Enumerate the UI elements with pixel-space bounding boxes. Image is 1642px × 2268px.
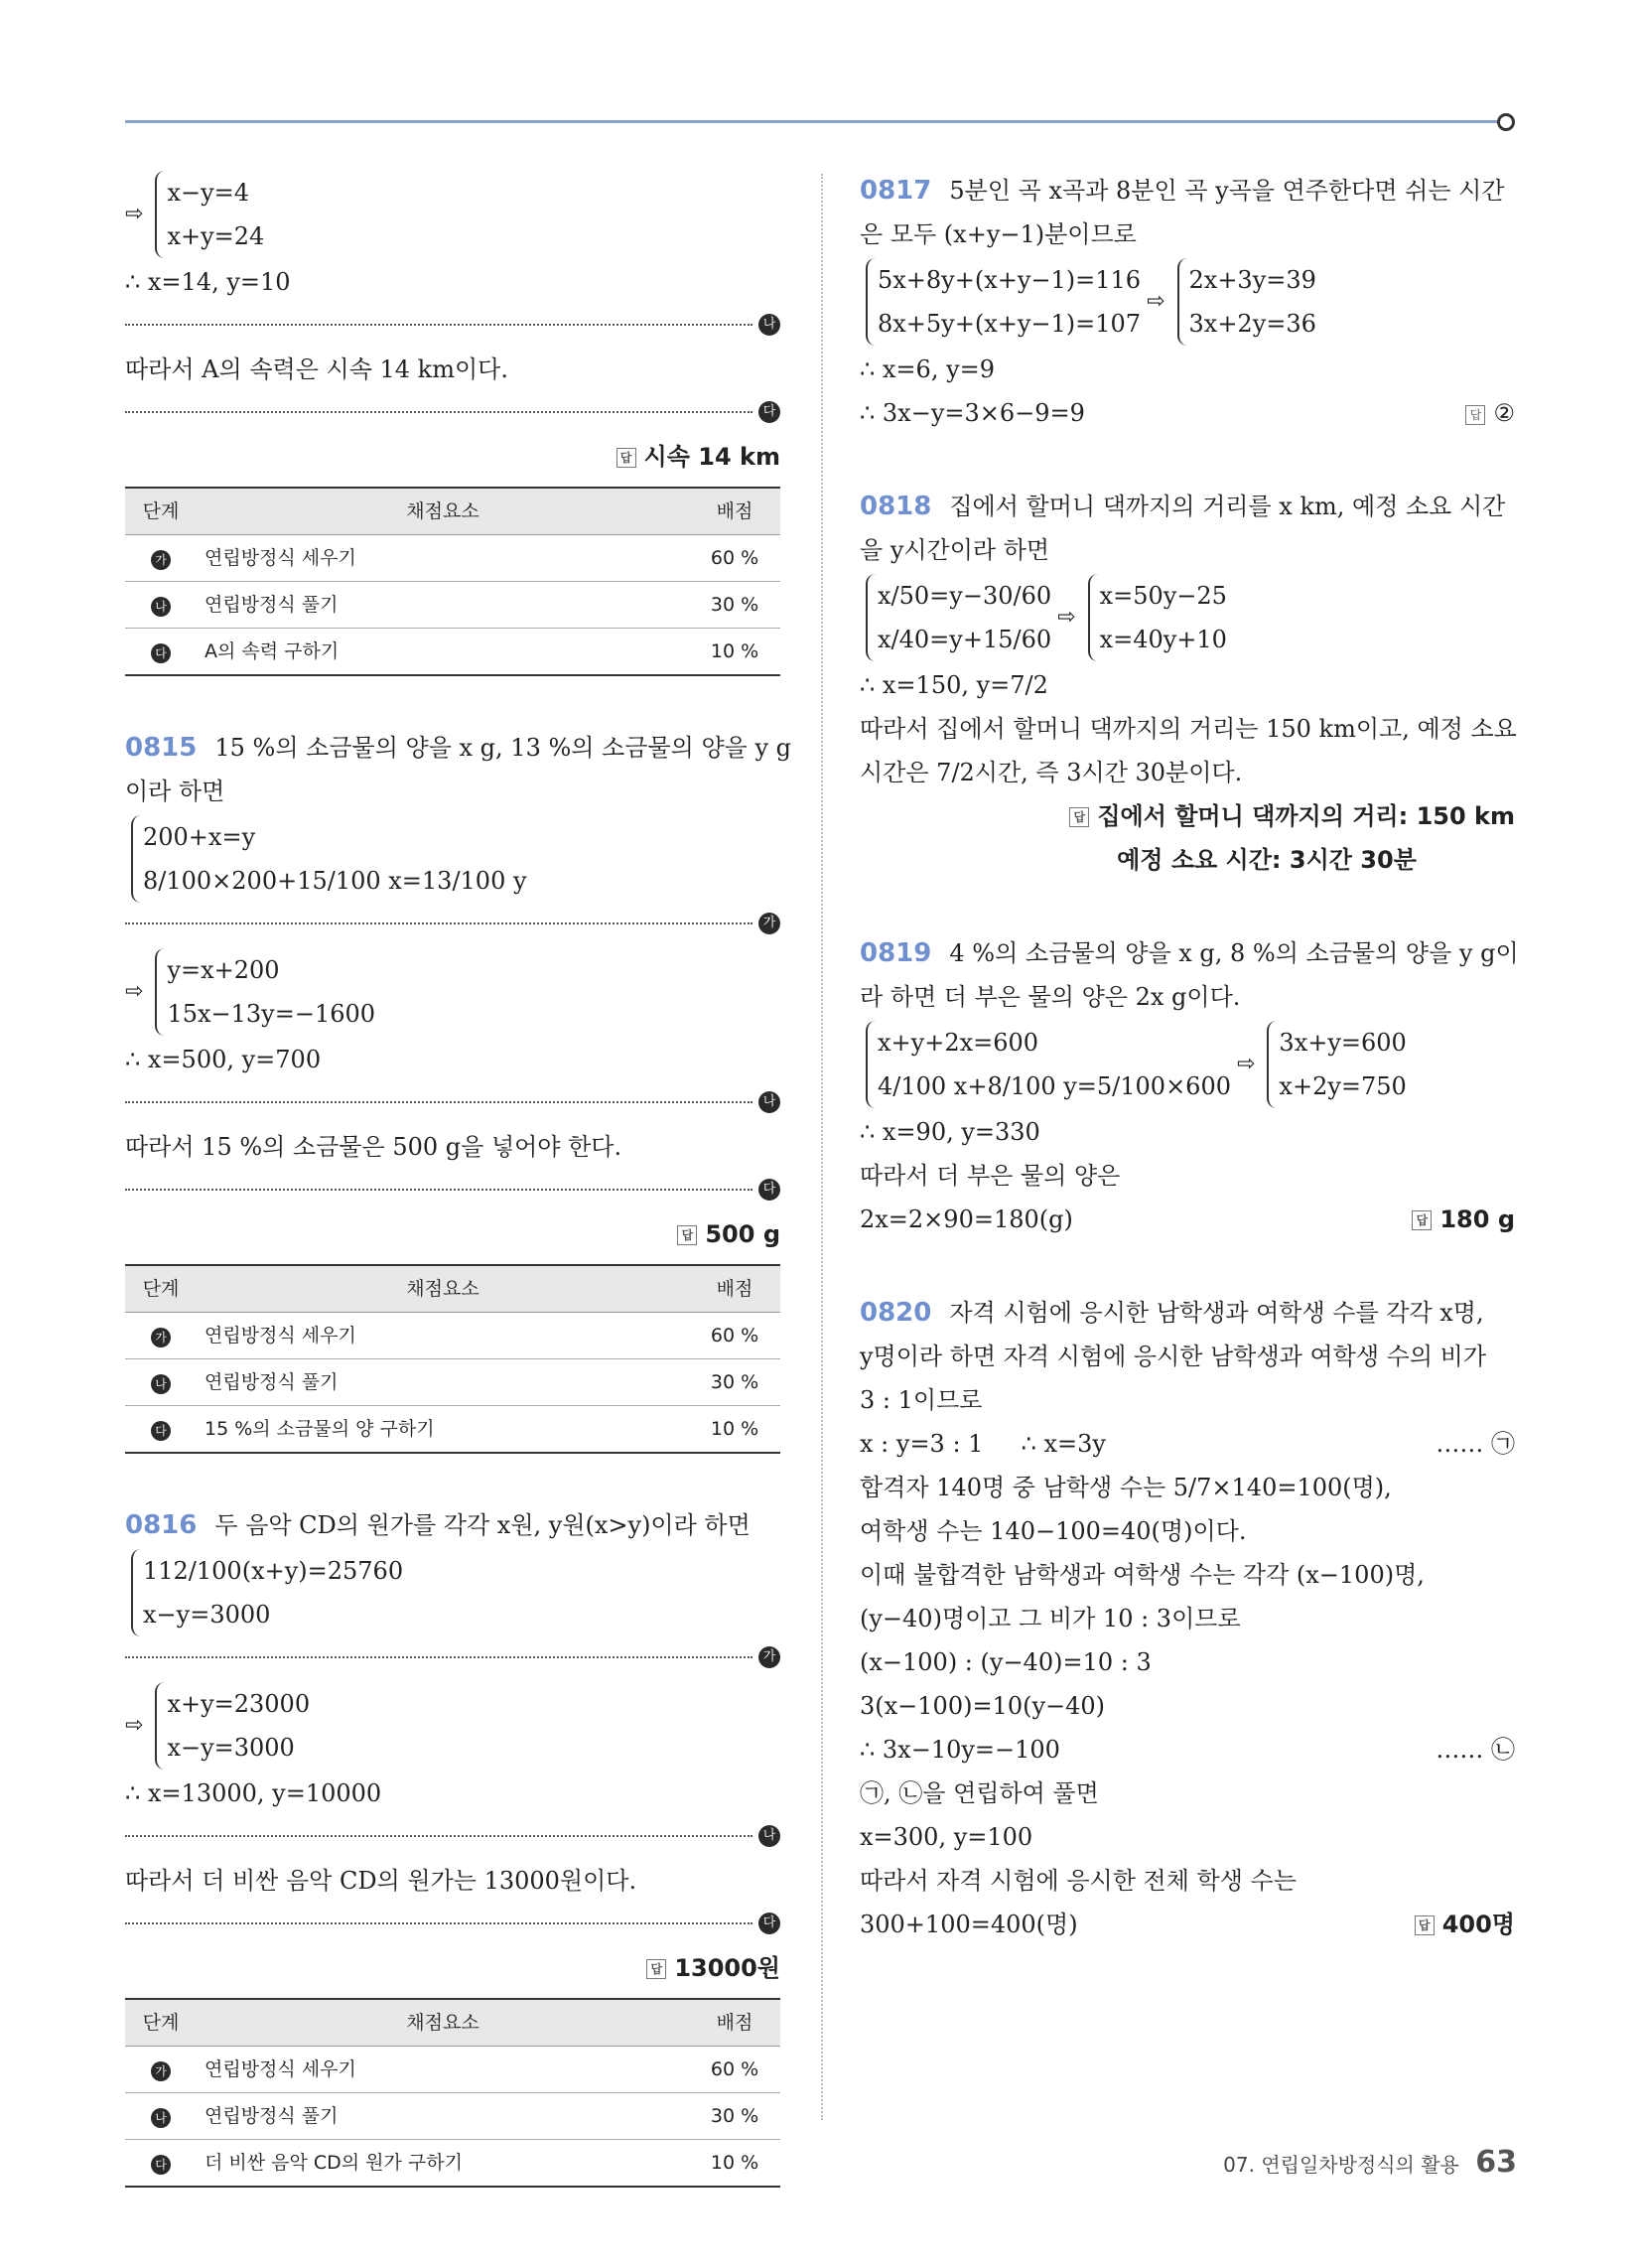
p0819-solution: ∴ x=90, y=330 — [860, 1118, 1040, 1146]
p0819-final-row — [860, 1198, 1515, 1241]
p0817-intro2: 은 모두 (x+y−1)분이므로 — [860, 220, 1137, 248]
step-marker: 나 — [151, 597, 171, 617]
p0818-answer2: 예정 소요 시간: 3시간 30분 — [1117, 846, 1417, 874]
table-row — [125, 582, 780, 629]
answer-icon: 답 — [677, 1225, 697, 1245]
p0817-res1: 2x+3y=39 — [1188, 266, 1316, 294]
p0815-answer — [125, 1212, 780, 1256]
column-separator — [821, 174, 823, 2120]
score-element: 더 비싼 음악 CD의 원가 구하기 — [197, 2140, 689, 2188]
p0814-system — [125, 169, 780, 260]
p0815-sys1: y=x+200 — [167, 956, 280, 984]
p0815-eq1: 200+x=y — [143, 823, 256, 851]
p0816-intro — [125, 1503, 780, 1547]
p0816-sys1: x+y=23000 — [167, 1690, 311, 1718]
header-element: 채점요소 — [197, 488, 689, 535]
p0815-conclusion: 따라서 15 %의 소금물은 500 g을 넣어야 한다. — [125, 1133, 622, 1161]
p0815-system — [125, 946, 780, 1038]
p0819-answer-text: 180 g — [1439, 1205, 1515, 1233]
p0819-res2: x+2y=750 — [1279, 1072, 1407, 1100]
p0817-eq2: 8x+5y+(x+y−1)=107 — [878, 310, 1142, 338]
problem-number: 0820 — [860, 1298, 932, 1328]
score-element: 연립방정식 세우기 — [197, 1313, 689, 1359]
score-element: 15 %의 소금물의 양 구하기 — [197, 1406, 689, 1454]
p0820-line6: (x−100) : (y−40)=10 : 3 — [860, 1648, 1152, 1676]
score-value: 60 % — [689, 535, 780, 582]
p0818-system — [860, 572, 1515, 663]
problem-number: 0819 — [860, 938, 932, 968]
p0820-mark1: …… ㉠ — [1436, 1430, 1515, 1458]
answer-icon: 답 — [646, 1959, 666, 1979]
p0819-res1: 3x+y=600 — [1279, 1029, 1407, 1057]
step-separator — [125, 1089, 780, 1115]
header-step: 단계 — [125, 488, 197, 535]
p0817-solution: ∴ x=6, y=9 — [860, 355, 996, 383]
step-separator — [125, 1911, 780, 1936]
p0818-answer — [860, 794, 1515, 838]
score-value: 30 % — [689, 1359, 780, 1406]
p0814-solution: ∴ x=14, y=10 — [125, 268, 291, 296]
p0814-sys2: x+y=24 — [167, 222, 265, 250]
step-marker: 나 — [758, 314, 780, 336]
p0814-sys1: x−y=4 — [167, 179, 250, 207]
right-column — [860, 169, 1519, 1946]
p0818-intro1: 집에서 할머니 댁까지의 거리를 x km, 예정 소요 시간 — [949, 493, 1506, 520]
p0816-eq2: x−y=3000 — [143, 1601, 271, 1629]
p0820-intro — [860, 1291, 1515, 1335]
p0817-intro1: 5분인 곡 x곡과 8분인 곡 y곡을 연주한다면 쉬는 시간 — [949, 177, 1505, 205]
header-score: 배점 — [689, 1999, 780, 2047]
p0816-score-table — [125, 1998, 780, 2188]
p0819-eq2: 4/100 x+8/100 y=5/100×600 — [878, 1072, 1231, 1100]
p0816-answer — [125, 1946, 780, 1990]
p0816-sys2: x−y=3000 — [167, 1734, 295, 1762]
step-marker: 다 — [151, 1421, 171, 1441]
p0820-line12: 300+100=400(명) — [860, 1911, 1078, 1938]
score-value: 60 % — [689, 2047, 780, 2093]
p0815-intro — [125, 726, 792, 770]
step-separator — [125, 1177, 780, 1203]
step-separator — [125, 1644, 780, 1670]
step-marker: 다 — [758, 1179, 780, 1201]
p0816-conclusion: 따라서 더 비싼 음악 CD의 원가는 13000원이다. — [125, 1867, 637, 1895]
step-marker: 나 — [758, 1825, 780, 1847]
left-column — [125, 169, 792, 2188]
p0820-line5: (y−40)명이고 그 비가 10 : 3이므로 — [860, 1605, 1241, 1632]
p0817-res2: 3x+2y=36 — [1188, 310, 1316, 338]
p0820-intro3: 3 : 1이므로 — [860, 1386, 983, 1414]
step-marker: 가 — [758, 913, 780, 934]
p0820-intro1: 자격 시험에 응시한 남학생과 여학생 수를 각각 x명, — [949, 1299, 1484, 1327]
score-element: 연립방정식 풀기 — [197, 2093, 689, 2140]
problem-number: 0816 — [125, 1510, 198, 1540]
p0820-line1-row — [860, 1422, 1515, 1466]
p0818-res2: x=40y+10 — [1099, 626, 1227, 653]
p0820-line1: x : y=3 : 1 ∴ x=3y — [860, 1430, 1106, 1458]
table-row — [125, 535, 780, 582]
p0819-conclusion2: 2x=2×90=180(g) — [860, 1205, 1073, 1233]
header-element: 채점요소 — [197, 1999, 689, 2047]
step-marker: 다 — [151, 643, 171, 663]
header-element: 채점요소 — [197, 1265, 689, 1313]
p0819-system — [860, 1019, 1515, 1110]
score-value: 10 % — [689, 629, 780, 676]
problem-number: 0815 — [125, 733, 198, 763]
score-value: 30 % — [689, 2093, 780, 2140]
p0817-answer-text: ② — [1493, 399, 1515, 427]
score-element: 연립방정식 풀기 — [197, 1359, 689, 1406]
p0814-score-table — [125, 487, 780, 676]
step-marker: 가 — [151, 2061, 171, 2081]
p0817-final-row — [860, 391, 1515, 435]
score-element: 연립방정식 세우기 — [197, 2047, 689, 2093]
problem-number: 0818 — [860, 492, 932, 521]
table-row — [125, 1359, 780, 1406]
step-separator — [125, 312, 780, 338]
p0820-answer — [1415, 1903, 1515, 1946]
p0817-system — [860, 256, 1515, 348]
arrow-icon: ⇨ — [125, 979, 144, 1004]
arrow-icon: ⇨ — [125, 202, 144, 226]
p0820-line3: 여학생 수는 140−100=40(명)이다. — [860, 1517, 1247, 1545]
p0814-answer — [125, 435, 780, 479]
top-rule — [125, 120, 1503, 123]
answer-icon: 답 — [1415, 1915, 1435, 1935]
score-value: 60 % — [689, 1313, 780, 1359]
score-value: 10 % — [689, 2140, 780, 2188]
header-step: 단계 — [125, 1265, 197, 1313]
p0819-conclusion1: 따라서 더 부은 물의 양은 — [860, 1162, 1121, 1190]
arrow-icon: ⇨ — [1236, 1052, 1256, 1076]
p0820-line10: x=300, y=100 — [860, 1823, 1033, 1851]
p0820-answer-text: 400명 — [1441, 1911, 1515, 1938]
p0820-line7: 3(x−100)=10(y−40) — [860, 1692, 1106, 1720]
step-marker: 나 — [151, 2108, 171, 2128]
table-row — [125, 629, 780, 676]
p0818-eq2: x/40=y+15/60 — [878, 626, 1052, 653]
p0818-intro2: 을 y시간이라 하면 — [860, 536, 1050, 564]
arrow-icon: ⇨ — [125, 1713, 144, 1738]
header-score: 배점 — [689, 1265, 780, 1313]
p0818-conclusion1: 따라서 집에서 할머니 댁까지의 거리는 150 km이고, 예정 소요 — [860, 715, 1517, 743]
answer-icon: 답 — [616, 448, 636, 468]
p0820-line11: 따라서 자격 시험에 응시한 전체 학생 수는 — [860, 1867, 1297, 1895]
p0818-eq1: x/50=y−30/60 — [878, 582, 1052, 610]
step-marker: 다 — [758, 401, 780, 423]
step-marker: 가 — [151, 1328, 171, 1347]
p0815-intro1: 15 %의 소금물의 양을 x g, 13 %의 소금물의 양을 y g — [214, 734, 792, 762]
p0819-eq1: x+y+2x=600 — [878, 1029, 1039, 1057]
chapter-title: 07. 연립일차방정식의 활용 — [1223, 2153, 1459, 2177]
p0814-conclusion: 따라서 A의 속력은 시속 14 km이다. — [125, 355, 508, 383]
p0815-score-table — [125, 1264, 780, 1454]
table-row — [125, 2140, 780, 2188]
p0820-line9: ㉠, ㉡을 연립하여 풀면 — [860, 1779, 1099, 1807]
problem-number: 0817 — [860, 176, 932, 206]
p0816-system — [125, 1680, 780, 1772]
p0820-line4: 이때 불합격한 남학생과 여학생 수는 각각 (x−100)명, — [860, 1561, 1425, 1589]
p0820-final-row — [860, 1903, 1515, 1946]
step-marker: 가 — [151, 550, 171, 570]
step-separator — [125, 1823, 780, 1849]
p0820-intro2: y명이라 하면 자격 시험에 응시한 남학생과 여학생 수의 비가 — [860, 1343, 1487, 1370]
step-separator — [125, 911, 780, 936]
p0818-conclusion2: 시간은 7/2시간, 즉 3시간 30분이다. — [860, 759, 1243, 786]
p0814-answer-text: 시속 14 km — [643, 443, 780, 471]
p0820-mark2: …… ㉡ — [1436, 1736, 1515, 1764]
answer-icon: 답 — [1069, 807, 1089, 827]
p0815-intro2: 이라 하면 — [125, 778, 225, 805]
score-value: 30 % — [689, 582, 780, 629]
p0815-eq2: 8/100×200+15/100 x=13/100 y — [143, 867, 527, 895]
answer-icon: 답 — [1412, 1210, 1432, 1230]
table-row — [125, 1313, 780, 1359]
p0819-intro — [860, 931, 1519, 975]
p0816-intro-text: 두 음악 CD의 원가를 각각 x원, y원(x>y)이라 하면 — [214, 1511, 751, 1539]
p0818-answer1: 집에서 할머니 댁까지의 거리: 150 km — [1097, 802, 1515, 830]
p0817-eq1: 5x+8y+(x+y−1)=116 — [878, 266, 1142, 294]
p0818-solution: ∴ x=150, y=7/2 — [860, 671, 1048, 699]
step-marker: 다 — [758, 1913, 780, 1934]
p0818-intro — [860, 485, 1515, 528]
p0820-line8: ∴ 3x−10y=−100 — [860, 1736, 1060, 1764]
step-marker: 가 — [758, 1646, 780, 1668]
score-element: 연립방정식 세우기 — [197, 535, 689, 582]
p0816-answer-text: 13000원 — [674, 1954, 780, 1982]
p0820-line8-row — [860, 1728, 1515, 1772]
table-row — [125, 1406, 780, 1454]
arrow-icon: ⇨ — [1057, 605, 1076, 630]
p0815-solution: ∴ x=500, y=700 — [125, 1046, 322, 1073]
step-marker: 나 — [758, 1091, 780, 1113]
p0817-final: ∴ 3x−y=3×6−9=9 — [860, 399, 1085, 427]
score-element: 연립방정식 풀기 — [197, 582, 689, 629]
answer-icon: 답 — [1465, 405, 1485, 425]
step-marker: 나 — [151, 1374, 171, 1394]
p0818-res1: x=50y−25 — [1099, 582, 1227, 610]
p0816-eq1: 112/100(x+y)=25760 — [143, 1557, 404, 1585]
score-element: A의 속력 구하기 — [197, 629, 689, 676]
p0819-intro1: 4 %의 소금물의 양을 x g, 8 %의 소금물의 양을 y g이 — [949, 939, 1519, 967]
p0815-sys2: 15x−13y=−1600 — [167, 1000, 376, 1028]
p0817-answer — [1465, 391, 1515, 435]
table-row — [125, 2093, 780, 2140]
header-step: 단계 — [125, 1999, 197, 2047]
step-separator — [125, 399, 780, 425]
top-rule-dot — [1497, 113, 1515, 131]
p0819-answer — [1412, 1198, 1515, 1241]
table-row — [125, 2047, 780, 2093]
p0817-intro — [860, 169, 1515, 213]
page-number: 63 — [1475, 2145, 1517, 2180]
header-score: 배점 — [689, 488, 780, 535]
p0819-intro2: 라 하면 더 부은 물의 양은 2x g이다. — [860, 983, 1241, 1011]
p0820-line2: 합격자 140명 중 남학생 수는 5/7×140=100(명), — [860, 1474, 1392, 1501]
step-marker: 다 — [151, 2155, 171, 2175]
page-footer — [1223, 2145, 1517, 2180]
score-value: 10 % — [689, 1406, 780, 1454]
p0816-solution: ∴ x=13000, y=10000 — [125, 1779, 382, 1807]
p0815-answer-text: 500 g — [705, 1220, 780, 1248]
arrow-icon: ⇨ — [1147, 289, 1165, 314]
